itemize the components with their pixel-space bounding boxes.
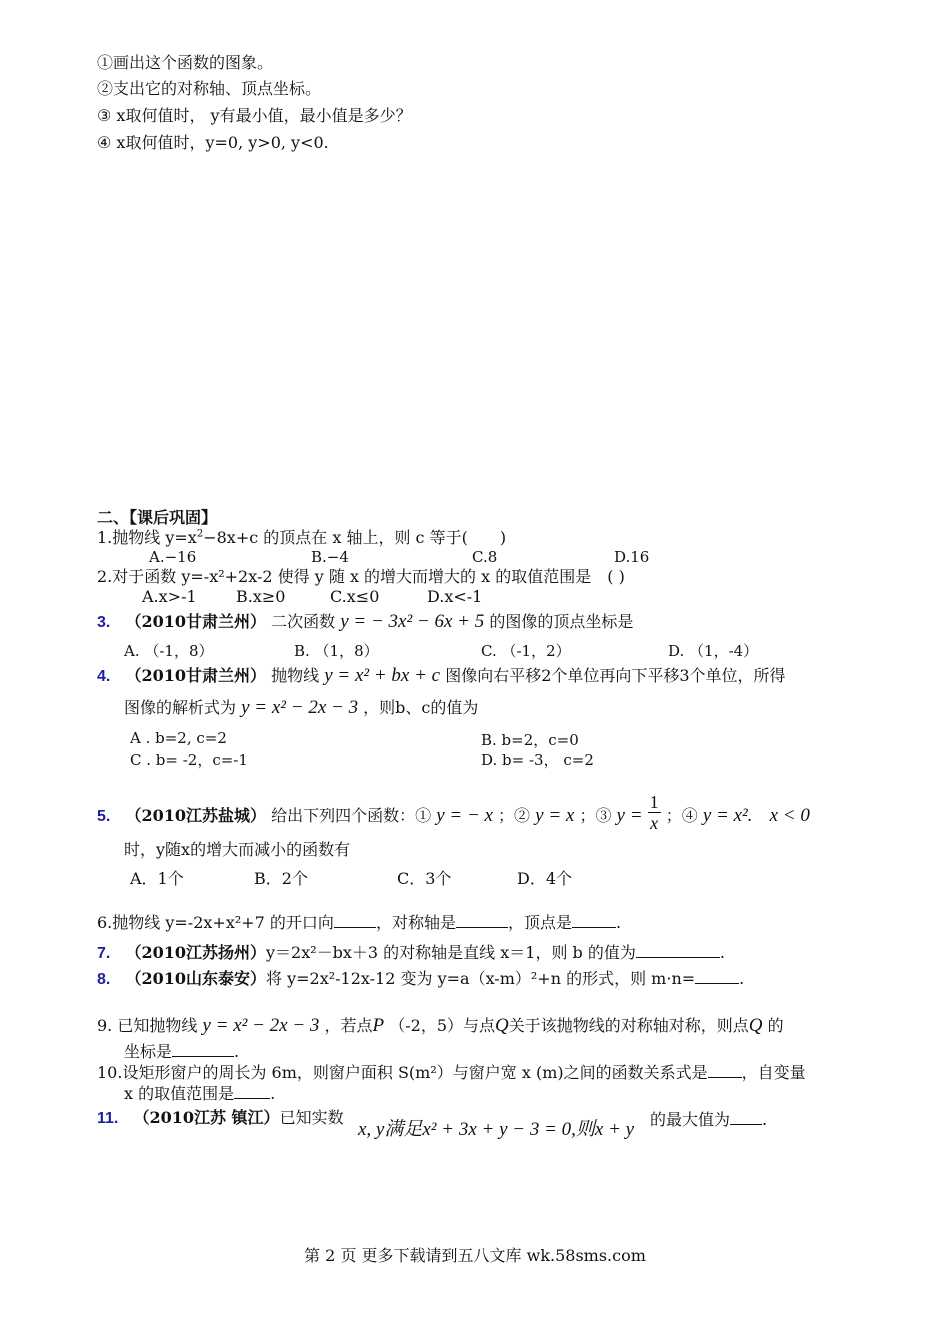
q9-post: 关于该抛物线的对称轴对称，则点 [508, 1016, 749, 1035]
q5-condition: x < 0 [769, 805, 810, 826]
q10-line2-b: . [270, 1084, 276, 1103]
q2-option-b: B.x≥0 [236, 587, 286, 606]
q9-pre: 9. 已知抛物线 [97, 1016, 198, 1035]
q1-option-d: D.16 [614, 548, 650, 566]
q7-source: （2010江苏扬州） [125, 943, 266, 962]
top-item-4: ④ x取何值时，y=0, y>0, y<0. [97, 133, 329, 152]
q6-blank-2[interactable] [456, 911, 508, 928]
q11-number: 11. [97, 1110, 119, 1127]
q8-text-a: 将 y=2x²-12x-12 变为 y=a（x-m）²+n 的形式，则 m·n= [265, 969, 696, 988]
q4-option-c: C . b= -2，c=-1 [130, 751, 248, 769]
q4-source: （2010甘肃兰州） [125, 666, 266, 685]
q5-sep-2: ；③ [579, 806, 612, 825]
q4-line-2 [124, 698, 478, 718]
q9-line2-end: . [234, 1042, 240, 1061]
q5-function-3-fraction [648, 792, 661, 833]
q9-line2-text: 坐标是 [124, 1042, 173, 1061]
q4-mid: 图像向右平移2个单位再向下平移3个单位，所得 [445, 666, 786, 685]
q10-text-a: 10.设矩形窗户的周长为 6m，则窗户面积 S(m²）与窗户宽 x (m)之间的函数关系式是 [97, 1063, 708, 1082]
q1-option-b: B.−4 [311, 548, 349, 566]
q3-source: （2010甘肃兰州） [125, 612, 266, 631]
q5-source: （2010江苏盐城） [125, 806, 266, 825]
q8-blank[interactable] [695, 967, 739, 984]
q5-function-1: y = − x [436, 805, 493, 826]
q9-mid: ，若点 [324, 1016, 373, 1035]
top-item-3: ③ x取何值时， y有最小值，最小值是多少？ [97, 106, 412, 125]
q9-point-p: P [372, 1015, 385, 1036]
question-9 [97, 1016, 784, 1036]
q5-sep-1: ；② [498, 806, 531, 825]
q9-blank[interactable] [172, 1040, 234, 1057]
q4-option-d: D. b= -3， c=2 [481, 751, 594, 769]
top-item-2: ②支出它的对称轴、顶点坐标。 [97, 79, 322, 98]
question-4 [97, 666, 786, 687]
q4-equation-2: y = x² − 2x − 3 [241, 697, 359, 718]
q10-line-2 [124, 1082, 275, 1104]
q4-option-a: A . b=2, c=2 [130, 729, 227, 747]
q3-equation: y = − 3x² − 6x + 5 [340, 611, 485, 632]
q3-number: 3. [97, 614, 111, 631]
q11-source: （2010江苏 镇江） [133, 1108, 280, 1127]
q3-post: 的图像的顶点坐标是 [489, 612, 634, 631]
q9-coords: （-2，5）与点 [389, 1016, 496, 1035]
q1-stem-sup: 2 [196, 528, 204, 540]
question-1 [97, 528, 506, 548]
q9-equation: y = x² − 2x − 3 [202, 1015, 320, 1036]
question-7 [97, 941, 725, 964]
q9-point-q-2: Q [748, 1015, 763, 1036]
q4-line2-pre: 图像的解析式为 [124, 698, 237, 717]
q6-text-a: 6.抛物线 y=-2x+x²+7 的开口向 [97, 913, 334, 932]
question-2: 2.对于函数 y=-x²+2x-2 使得 y 随 x 的增大而增大的 x 的取值范围是 ( ) [97, 567, 625, 586]
q9-post-2: 的 [767, 1016, 784, 1035]
q6-text-d: . [615, 913, 622, 932]
q5-number: 5. [97, 808, 111, 825]
q3-option-d: D. （1，-4） [668, 642, 759, 660]
q5-fraction-denominator: x [650, 813, 659, 833]
q4-number: 4. [97, 668, 111, 685]
q10-line2-a: x 的取值范围是 [124, 1084, 235, 1103]
q11-blank[interactable] [730, 1108, 762, 1125]
q1-stem-b: −8x+c 的顶点在 x 轴上，则 c 等于( ) [203, 528, 507, 547]
q6-blank-3[interactable] [572, 911, 616, 928]
q5-pre: 给出下列四个函数：① [271, 806, 432, 825]
q5-function-3-lhs: y = [616, 805, 643, 826]
top-item-1: ①画出这个函数的图象。 [97, 53, 274, 72]
q7-text-a: y＝2x²－bx＋3 的对称轴是直线 x＝1，则 b 的值为 [265, 943, 636, 962]
q5-option-b: B．2个 [254, 869, 308, 888]
q11-equation: x, y满足x² + 3x + y − 3 = 0,则x + y [358, 1119, 635, 1140]
q11-post: 的最大值为 [650, 1110, 731, 1129]
q5-function-2: y = x [535, 805, 575, 826]
q4-equation-1: y = x² + bx + c [324, 665, 441, 686]
q10-blank-2[interactable] [234, 1082, 270, 1099]
q11-tail [650, 1108, 767, 1130]
q11-pre: 已知实数 [279, 1108, 344, 1127]
section-title: 二、【课后巩固】 [97, 508, 218, 527]
question-8 [97, 967, 744, 990]
q3-option-a: A. （-1，8） [124, 642, 214, 660]
q8-text-b: . [739, 969, 745, 988]
q3-option-b: B. （1，8） [294, 642, 379, 660]
q4-option-b: B. b=2，c=0 [481, 731, 579, 749]
page-footer: 第 2 页 更多下载请到五八文库 wk.58sms.com [304, 1246, 646, 1265]
q3-pre: 二次函数 [271, 612, 336, 631]
q2-option-c: C.x≤0 [330, 587, 380, 606]
q11-end: . [762, 1110, 768, 1129]
q8-source: （2010山东泰安） [125, 969, 266, 988]
q1-stem-a: 1.抛物线 y=x [97, 528, 197, 547]
q7-text-b: . [719, 943, 725, 962]
q5-option-c: C．3个 [397, 869, 452, 888]
q6-text-c: ，顶点是 [507, 913, 572, 932]
q7-number: 7. [97, 945, 111, 962]
q2-option-a: A.x>-1 [142, 587, 197, 606]
q2-option-d: D.x<-1 [427, 587, 483, 606]
q4-line2-post: ，则b、c的值为 [363, 698, 479, 717]
q5-sep-3: ；④ [665, 806, 698, 825]
q3-option-c: C. （-1，2） [481, 642, 571, 660]
q9-line-2 [124, 1040, 239, 1062]
q10-blank-1[interactable] [708, 1061, 742, 1078]
q4-pre: 抛物线 [271, 666, 320, 685]
q5-option-a: A．1个 [130, 869, 184, 888]
q6-text-b: ，对称轴是 [375, 913, 456, 932]
q10-text-b: ，自变量 [741, 1063, 806, 1082]
q9-point-q: Q [495, 1015, 509, 1036]
q6-blank-1[interactable] [334, 911, 376, 928]
q8-number: 8. [97, 971, 111, 988]
question-5 [97, 792, 810, 833]
question-10 [97, 1061, 806, 1083]
q1-option-a: A.−16 [149, 548, 197, 566]
q5-fraction-numerator: 1 [649, 792, 659, 812]
q1-option-c: C.8 [472, 548, 498, 566]
q5-function-4: y = x². [702, 805, 753, 826]
question-6 [97, 911, 621, 933]
question-3 [97, 612, 633, 633]
question-11 [97, 1108, 344, 1129]
q5-option-d: D．4个 [517, 869, 573, 888]
q7-blank[interactable] [636, 941, 720, 958]
q5-line-2: 时，y随x的增大而减小的函数有 [124, 840, 351, 859]
